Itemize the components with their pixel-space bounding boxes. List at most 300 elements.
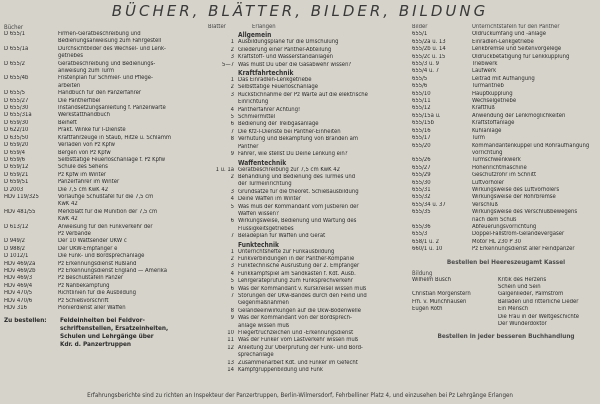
entry-title: Rückstichnahme der Pz Warte auf die elektrische <box>238 91 368 98</box>
entry-code <box>208 144 238 151</box>
entry-code: HDv 469/3 <box>4 275 33 282</box>
order-text <box>60 316 168 348</box>
entry-title: Die Funk- und Bordsprechanlage <box>58 253 145 260</box>
entry-title: Panther <box>238 143 259 150</box>
entry-title: Triebwerk <box>472 61 498 68</box>
entry-title: Panzerfahrer im Winter <box>58 179 120 186</box>
entry-code: D 659/20 <box>4 142 29 149</box>
entry-title: KwK 42 <box>58 216 78 223</box>
entry-title: Kraftstoff- und Wasserstandanlagen <box>238 54 334 61</box>
entry-title: Pz Erkennungsdienst Rußland <box>58 260 137 267</box>
picture-entry <box>412 209 600 216</box>
entry-code: D 659/4 <box>4 149 26 156</box>
entry-title: Was der Kommandant von der Bordsprech- <box>238 315 352 322</box>
entry-title: Der UKW-Empfänger e <box>58 245 118 252</box>
entry-title: Beiheft <box>58 119 77 126</box>
entry-title: Luftvorholer <box>472 179 505 186</box>
books-header: Bücher <box>4 24 24 31</box>
entry-title: Oldruckumfang und -anlage <box>472 31 547 38</box>
book-entry <box>4 112 204 119</box>
entry-code: 655/31 <box>412 186 431 193</box>
entry-title: Leitrad mit Aufhängung <box>472 75 535 82</box>
sheet-entry <box>208 211 408 218</box>
book-entry <box>4 38 204 45</box>
pictures-column <box>412 24 600 340</box>
entry-title: Werkstatthandbuch <box>58 112 110 119</box>
entry-title: Kritik des Herzens <box>498 276 547 283</box>
entry-title: Die 7,5 cm KwK 42 <box>58 186 109 193</box>
entry-title: Wirkungsweise des Luftvorholers <box>472 186 560 193</box>
entry-code: 5 <box>230 114 234 121</box>
entry-title: Störungen der UKw-Bandes durch den Feind und <box>238 293 367 299</box>
entry-title: Verschluß <box>472 201 498 208</box>
sheet-entry <box>208 300 408 307</box>
entry-code: D 988/2 <box>4 245 26 252</box>
entry-title: Was mußt Du über die Gasabwehr wissen? <box>238 61 352 68</box>
entry-title: Pz Beschußtafeln Panzer <box>58 275 124 282</box>
entry-code: D 659/6 <box>4 156 26 163</box>
order-text-line: Feldeinheiten bei Feldvor- <box>60 316 145 325</box>
entry-code: 6 <box>230 121 234 128</box>
entry-title: Wirkungsweise der Rohrbremse <box>472 194 556 201</box>
education-entry <box>412 284 600 291</box>
entry-code: D 655/4b <box>4 75 29 82</box>
entry-code: D 655/31a <box>4 112 32 119</box>
sheet-entry <box>208 293 408 300</box>
education-entry <box>412 306 600 313</box>
picture-entry <box>412 54 600 61</box>
entry-code: 1 <box>230 77 234 84</box>
entry-title: Turmschwenkwerk <box>472 157 521 164</box>
sheet-entry <box>208 218 408 225</box>
entry-code: HDv 316 <box>4 305 27 312</box>
entry-title: Deine Waffen im Winter <box>238 196 301 203</box>
book-entry <box>4 290 204 297</box>
book-entry <box>4 150 204 157</box>
entry-title: sprechanlage <box>238 352 274 359</box>
picture-entry <box>412 239 600 246</box>
sheet-entry <box>208 256 408 263</box>
entry-code: 1 <box>230 39 234 46</box>
entry-code <box>412 150 472 157</box>
picture-entry <box>412 180 600 187</box>
sheet-entry <box>208 92 408 99</box>
entry-code: 655/11 <box>412 98 431 105</box>
entry-title: Pz Erkennungsdienst aller Feindpanzer <box>472 246 575 253</box>
picture-entry <box>412 157 600 164</box>
entry-title: Gerätbeschreibung und Bedienungs- <box>58 60 156 67</box>
entry-title: nach dem Schuß <box>472 216 517 223</box>
entry-code: 7 <box>230 233 234 240</box>
book-entry <box>4 46 204 53</box>
entry-code: 655/27 <box>412 164 431 171</box>
entry-code: Wilhelm Busch <box>412 276 452 283</box>
entry-title: Abfeuerungsvorrichtung <box>472 223 537 230</box>
entry-code: 2 <box>230 255 234 262</box>
picture-entry <box>412 91 600 98</box>
entry-title: Kraftfahrzeuge in Staub, Hitze u. Schlamm <box>58 134 172 141</box>
education-entry <box>412 299 600 306</box>
sheet-entry <box>208 114 408 121</box>
entry-code: 655/4 u. 7 <box>412 68 440 75</box>
picture-entry <box>412 128 600 135</box>
entry-title: Kraftstoffanlage <box>472 120 515 127</box>
entry-title: Geländeeinwirkungen auf die Ukw-Bodenwelle <box>238 307 362 314</box>
books-list <box>4 31 204 312</box>
education-entry <box>412 321 600 328</box>
entry-code: 655/15a u. <box>412 112 441 119</box>
entry-title: Pz Erkennungsdienst England — Amerika <box>58 268 167 274</box>
entry-code: 5—7 <box>221 61 234 68</box>
entry-title: Kühlanlage <box>472 127 502 134</box>
entry-title: Funkverbindungen in der Panther-Kompanie <box>238 255 355 262</box>
picture-entry <box>412 46 600 53</box>
entry-title: anlage wissen muß <box>238 322 290 329</box>
entry-code: 655/12 <box>412 105 431 112</box>
entry-code <box>4 216 58 223</box>
entry-code: 9 <box>230 151 234 158</box>
education-entry <box>412 291 600 298</box>
entry-code <box>208 226 238 233</box>
entry-title: Pz Kpfw im Winter <box>58 171 107 178</box>
entry-code: D 655/27 <box>4 97 29 104</box>
entry-title: Was muß der Kommandant vom Justieren der <box>238 203 359 210</box>
entry-code: 655/2b u. 14 <box>412 46 446 53</box>
entry-title: Geschützrohr im Schnitt <box>472 172 537 179</box>
book-entry <box>4 231 204 238</box>
sheet-entry <box>208 167 408 174</box>
entry-code: 5 <box>230 278 234 285</box>
picture-entry <box>412 76 600 83</box>
order-note <box>4 316 204 348</box>
entry-title: Beladeplan für Waffen und Gerät <box>238 233 326 240</box>
entry-title: Bedienung der Treibgasanlage <box>238 121 319 128</box>
entry-title: Fahrer, wie stellst Du Deine Lenkung ein? <box>238 151 348 158</box>
sheet-entry <box>208 337 408 344</box>
entry-code: D 949/2 <box>4 238 26 245</box>
entry-title: Oldruckbetätigung für Lenkkupplung <box>472 53 570 60</box>
entry-code: 11 <box>227 337 234 344</box>
entry-title: Instandsetzungsanleitung f. Panzerwarte <box>58 105 166 112</box>
sheet-entry <box>208 308 408 315</box>
entry-title: arbeiten <box>58 82 81 89</box>
sheet-entry <box>208 107 408 114</box>
sheet-entry <box>208 249 408 256</box>
entry-title: Fliegertruchzeichen und -Erkennungsdienst <box>238 330 354 337</box>
entry-title: der Turmeinrichtung <box>238 181 292 188</box>
education-entry <box>412 314 600 321</box>
picture-entry <box>412 113 600 120</box>
sheet-entry <box>208 144 408 151</box>
book-entry <box>4 283 204 290</box>
entry-title: Was der Funker vom Lastverkehr wissen muß <box>238 337 359 344</box>
entry-title: Wirkungsweise des Verschlußbewegens <box>472 209 578 216</box>
book-entry <box>4 209 204 216</box>
entry-code: D 635/50 <box>4 134 29 141</box>
entry-title: Gegenmaßnahmen <box>238 300 289 307</box>
sheet-entry <box>208 62 408 69</box>
picture-entry <box>412 194 600 201</box>
entry-code: 655/36 <box>412 223 431 230</box>
entry-title: Grundsätze für die theoret. Schießausbildung <box>238 188 359 195</box>
entry-code: 655/3 <box>412 231 428 238</box>
entry-title: Hauptkupplung <box>472 90 513 97</box>
picture-entry <box>412 172 600 179</box>
book-entry <box>4 268 204 275</box>
entry-code <box>4 83 58 90</box>
entry-title: Lehrgeräteprüfung zum Funksprechverkehr <box>238 278 353 285</box>
entry-title: Verhütung und Bekämpfung von Bränden am <box>238 136 359 143</box>
sheet-entry <box>208 233 408 240</box>
sheet-entry <box>208 226 408 233</box>
sheet-entry <box>208 278 408 285</box>
entry-code: Frh. v. Münchhausen <box>412 298 467 305</box>
picture-entry <box>412 165 600 172</box>
entry-code: 2 <box>230 84 234 91</box>
entry-code: 660/1 u. 10 <box>412 246 443 253</box>
entry-title: Motor HL 230 P 30 <box>472 238 522 245</box>
sheet-section-title: Funktechnik <box>238 240 279 249</box>
entry-title: Anwendung der Lenkmöglichkeiten <box>472 112 566 119</box>
sheet-section-title: Kraftfahrtechnik <box>238 69 294 78</box>
entry-code: 655/32 <box>412 194 431 201</box>
entry-code <box>208 99 238 106</box>
entry-title: Anleitung zur Überprüfung der Funk- und Bord- <box>238 344 363 351</box>
picture-entry <box>412 246 600 253</box>
picture-entry <box>412 31 600 38</box>
entry-title: Kommandantenkuppel und Rohraufhängung <box>472 142 590 149</box>
order-label: Zu bestellen: <box>4 316 47 325</box>
sheet-entry <box>208 47 408 54</box>
entry-code: 14 <box>227 367 234 374</box>
order-text-line: Kdr. d. Panzertruppen <box>60 340 131 349</box>
entry-code: 3 <box>230 263 234 270</box>
picture-entry <box>412 39 600 46</box>
sheets-list <box>208 31 408 374</box>
picture-entry <box>412 231 600 238</box>
sheet-entry <box>208 189 408 196</box>
entry-code: HDv 119/325 <box>4 193 39 200</box>
book-entry <box>4 83 204 90</box>
sheet-entry <box>208 315 408 322</box>
entry-title: Gerätbeschreibung zur 7,5 cm KwK 42 <box>238 166 341 173</box>
entry-code: 655/1 <box>412 31 428 38</box>
footer-note: Erfahrungsberichte sind zu richten an Inspekteur der Panzertruppen, Berlin-Wilmersdorf, Fehrbelliner Platz 4, und einzusehen bei Pz Lehrgänge Erlangen <box>87 392 513 399</box>
sheet-section-title: Waffentechnik <box>238 158 287 167</box>
pictures-header: Bilder <box>412 24 428 30</box>
entry-title: Der Wunderdoktor <box>498 321 547 328</box>
entry-title: Der 10 Wattsender UKW c <box>58 238 127 245</box>
sheets-header: Blätter <box>208 24 226 30</box>
sheet-entry <box>208 367 408 374</box>
entry-code: 6 <box>230 285 234 292</box>
entry-title: Verladen von Pz Kpfw <box>58 142 116 149</box>
book-entry <box>4 216 204 223</box>
sheet-entry <box>208 330 408 337</box>
entry-code: 5 <box>230 203 234 210</box>
entry-code: 13 <box>227 359 234 366</box>
entry-title: anweisung zum Turm <box>58 68 115 75</box>
entry-title: Schule des Sehens <box>58 164 108 171</box>
entry-code: 3 <box>230 91 234 98</box>
pictures-subheader: Unterrichtstafeln für den Panther <box>472 24 560 30</box>
entry-code <box>412 314 498 321</box>
entry-code: 655/6 <box>412 83 428 90</box>
order-text-line: Schulen und Lehrgänge über <box>60 332 154 341</box>
entry-title: Prakt. Winke für I-Dienste <box>58 127 126 134</box>
entry-code <box>4 38 58 45</box>
entry-code: D 655/5 <box>4 90 26 97</box>
pictures-list <box>412 31 600 253</box>
picture-entry <box>412 98 600 105</box>
entry-code: 4 <box>230 196 234 203</box>
entry-title: Fristenplan für Schmier- und Pflege- <box>58 75 153 82</box>
sheet-entry <box>208 54 408 61</box>
entry-code: 655/34 u. 37 <box>412 201 446 208</box>
entry-title: KwK 42 <box>58 201 78 208</box>
entry-title: Unterrichtshefte zur Funkausbildung <box>238 248 335 255</box>
entry-code: 655/35 <box>412 209 431 216</box>
entry-code: 655/26 <box>412 157 431 164</box>
entry-code: 655/10 <box>412 90 431 97</box>
entry-title: Turmantrieb <box>472 83 504 90</box>
entry-code: D 622/10 <box>4 127 29 134</box>
entry-code: 7 <box>230 128 234 135</box>
entry-title: Die Pantherfibel <box>58 97 101 104</box>
education-list <box>412 277 600 329</box>
order-text-line: schriftenstellen, Ersatzeinheiten, <box>60 324 169 333</box>
entry-title: getriebes <box>58 53 84 60</box>
entry-title: Schein und Sein <box>498 284 541 290</box>
entry-title: Zusammenarbeit Kdt. und Funker im Gefecht <box>238 359 358 366</box>
sheet-entry <box>208 345 408 352</box>
entry-title: Richtlinien für die Ausbildung <box>58 290 136 297</box>
entry-code: HDv 469/2a <box>4 260 36 267</box>
book-entry <box>4 61 204 68</box>
entry-code: 8 <box>230 136 234 143</box>
entry-code: 9 <box>230 315 234 322</box>
book-entry <box>4 164 204 171</box>
page-title: BÜCHER, BLÄTTER, BILDER, BILDUNG <box>111 2 489 20</box>
entry-title: Einradlen-Lenkgetriebe <box>472 38 534 45</box>
sheet-section-title: Allgemein <box>238 31 272 40</box>
sheet-entry <box>208 151 408 158</box>
picture-entry <box>412 120 600 127</box>
sheet-entry <box>208 271 408 278</box>
entry-code: HDv 470/6 <box>4 297 33 304</box>
entry-code <box>4 231 58 238</box>
entry-code <box>208 300 238 307</box>
book-entry <box>4 238 204 245</box>
entry-title: Pz Nahbekämpfung <box>58 282 110 289</box>
entry-title: Höhenrichtmaschine <box>472 164 527 171</box>
entry-code: 655/20 <box>412 142 431 149</box>
entry-code <box>4 53 58 60</box>
picture-entry <box>412 150 600 157</box>
sheet-entry <box>208 196 408 203</box>
book-entry <box>4 98 204 105</box>
entry-title: Kampfgruppenbildung und Funk <box>238 367 323 374</box>
book-entry <box>4 179 204 186</box>
entry-code: HDv 470/5 <box>4 290 33 297</box>
entry-code: 1 <box>230 248 234 255</box>
entry-code: 3 <box>230 54 234 61</box>
book-entry <box>4 224 204 231</box>
entry-title: Selbsttätige Feuerlöschanlage <box>238 84 318 91</box>
order-note-bookstore: Bestellen in jeder besseren Buchhandlung <box>437 332 575 341</box>
picture-entry <box>412 217 600 224</box>
entry-code: D 659/30 <box>4 119 29 126</box>
entry-code: D 659/51 <box>4 179 29 186</box>
picture-entry <box>412 105 600 112</box>
entry-title: Funkkampfspiel am Sandkasten f. Kdt. Ausb. <box>238 270 356 277</box>
entry-code: 655/2c u. 15 <box>412 53 446 60</box>
pictures-header-row <box>412 24 600 31</box>
entry-code: 10 <box>227 330 234 337</box>
entry-title: Pantherfahrer Achtung! <box>238 106 301 113</box>
book-entry <box>4 127 204 134</box>
book-entry <box>4 75 204 82</box>
entry-title: Behandlung und Bedienung des Turmes und <box>238 173 356 180</box>
sheet-entry <box>208 204 408 211</box>
sheets-location: Erlangen <box>252 24 276 30</box>
sheet-entry <box>208 99 408 106</box>
entry-title: Durchsichtbilder des Wechsel- und Lenk- <box>58 45 166 52</box>
entry-title: Handbuch für den Panzerfahrer <box>58 90 142 97</box>
sheet-entry <box>208 286 408 293</box>
entry-title: Wirkungsweise, Bedienung und Wartung des <box>238 218 357 225</box>
entry-title: Ein Mensch <box>498 306 529 313</box>
entry-code <box>208 323 238 330</box>
entry-title: Laufwerk <box>472 68 497 75</box>
entry-code: 2 <box>230 46 234 53</box>
entry-code <box>412 284 498 291</box>
entry-title: Pz Schießvorschrift <box>58 297 109 304</box>
entry-code <box>4 201 58 208</box>
book-entry <box>4 135 204 142</box>
entry-code: 655/15b <box>412 120 435 127</box>
entry-code: 8 <box>230 307 234 314</box>
entry-title: Bedienungsanweisung zum Fahrgestell <box>58 38 162 45</box>
sheet-entry <box>208 129 408 136</box>
entry-title: Selbsttätige Feuerlöschanlage f. Pz Kpfw <box>58 156 166 163</box>
entry-title: Gliederung einer Panther-Abteilung <box>238 46 332 53</box>
entry-code: 655/5 <box>412 75 428 82</box>
entry-code: D 655/2 <box>4 60 26 67</box>
picture-entry <box>412 187 600 194</box>
sheet-entry <box>208 39 408 46</box>
picture-entry <box>412 68 600 75</box>
entry-title: vorrichtung <box>472 149 503 156</box>
entry-title: Anweisung für den Funkverkehr der <box>58 223 153 230</box>
book-entry <box>4 120 204 127</box>
entry-title: Lenkbremse und Seitenvorgelege <box>472 46 562 53</box>
entry-code <box>4 68 58 75</box>
book-entry <box>4 53 204 60</box>
sheet-entry <box>208 174 408 181</box>
books-column <box>4 24 204 348</box>
entry-title: Einrichtung <box>238 99 269 106</box>
entry-title: Die Kfz-I-Dienste bei Panther-Einheiten <box>238 128 341 135</box>
entry-code: 655/29 <box>412 172 431 179</box>
entry-title: Pionierdienst aller Waffen <box>58 305 126 312</box>
entry-code: HDv 469/4 <box>4 282 33 289</box>
entry-code: D 655/30 <box>4 105 29 112</box>
book-entry <box>4 105 204 112</box>
sheet-entry <box>208 136 408 143</box>
book-entry <box>4 275 204 282</box>
entry-title: Galgenlieder, Palmström <box>498 291 564 298</box>
